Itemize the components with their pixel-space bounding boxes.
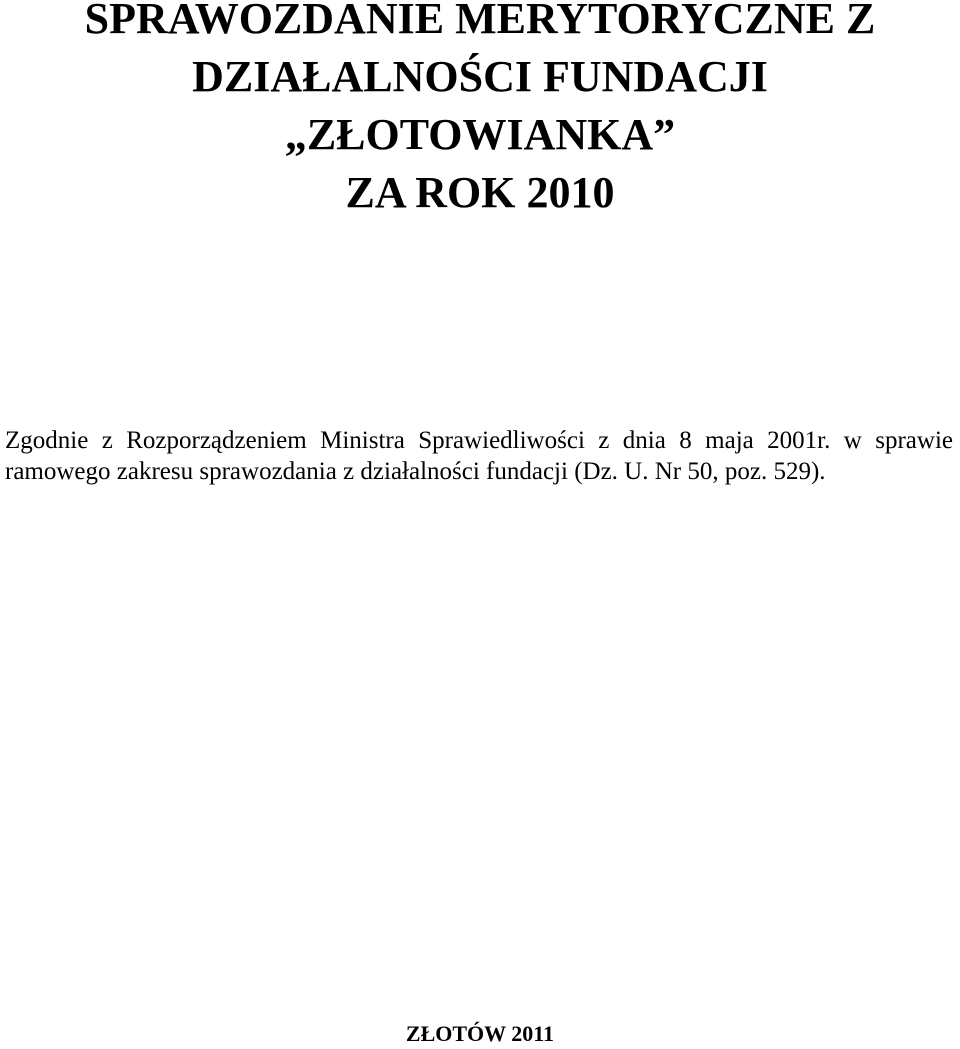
title-line-3: „ZŁOTOWIANKA” (284, 110, 676, 159)
legal-basis-paragraph: Zgodnie z Rozporządzeniem Ministra Sprawiedliwości z dnia 8 maja 2001r. w sprawie ramowego zakresu sprawozdania z działalności fundacji (Dz. U. Nr 50, poz. 529). (5, 427, 953, 485)
title-line-1: SPRAWOZDANIE MERYTORYCZNE Z (84, 0, 876, 43)
place-and-year: ZŁOTÓW 2011 (405, 1021, 555, 1046)
title-line-4: ZA ROK 2010 (345, 168, 615, 217)
title-line-2: DZIAŁALNOŚCI FUNDACJI (192, 52, 768, 101)
report-title (0, 0, 960, 222)
